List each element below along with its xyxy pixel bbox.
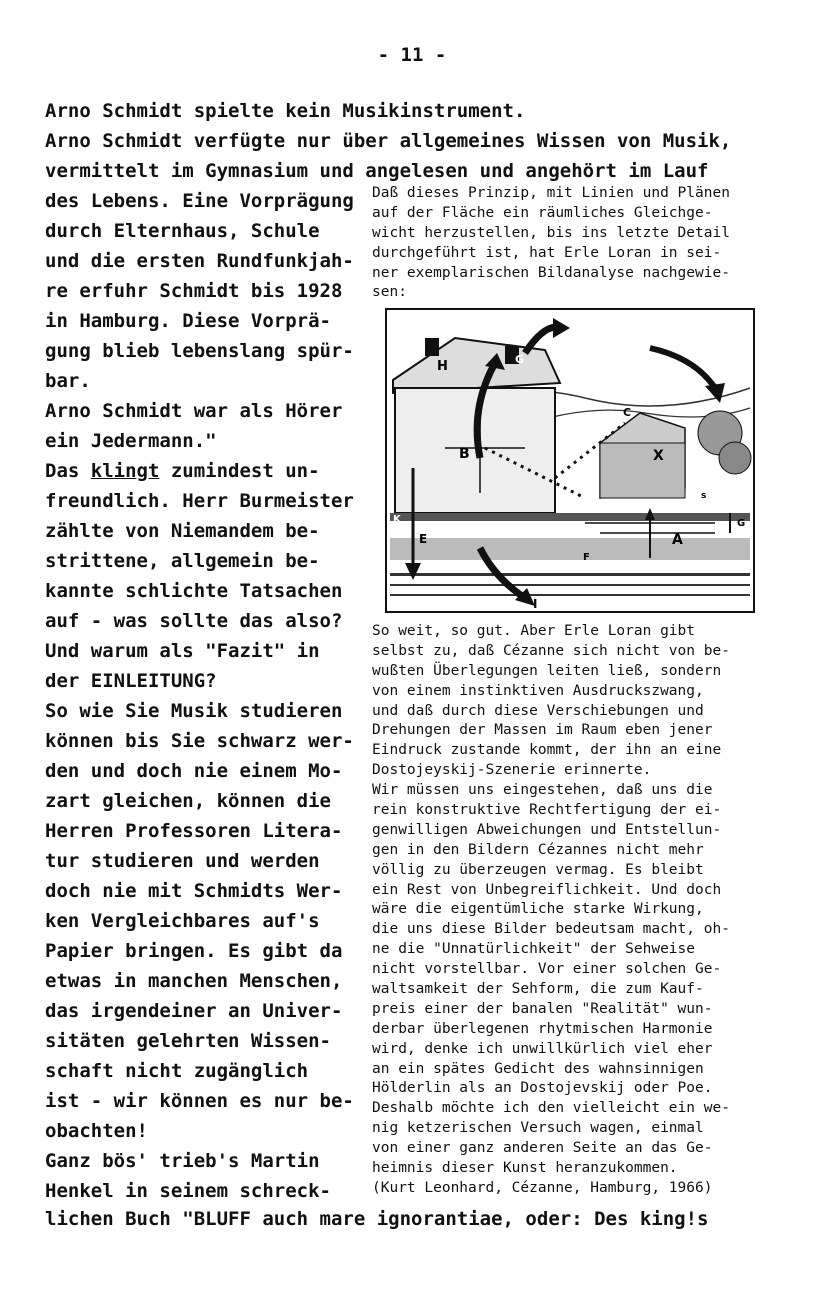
quote-line: völlig zu überzeugen vermag. Es bleibt: [372, 861, 704, 878]
text-line: auf - was sollte das also?: [45, 610, 343, 632]
text-line: des Lebens. Eine Vorprägung: [45, 190, 354, 212]
label-s: s: [701, 491, 707, 501]
quote-line: durchgeführt ist, hat Erle Loran in sei-: [372, 244, 722, 261]
quote-line: von einem instinktiven Ausdruckszwang,: [372, 682, 704, 699]
text-line: kannte schlichte Tatsachen: [45, 580, 343, 602]
quote-line: wußten Überlegungen leiten ließ, sondern: [372, 662, 722, 679]
quote-line: Drehungen der Massen im Raum eben jener: [372, 722, 713, 739]
quote-line: an ein spätes Gedicht des wahnsinnigen: [372, 1060, 704, 1077]
quote-line: sen:: [372, 284, 407, 301]
text-line: ken Vergleichbares auf's: [45, 910, 320, 932]
text-line: Und warum als "Fazit" in: [45, 640, 320, 662]
quote-line: auf der Fläche ein räumliches Gleichge-: [372, 204, 713, 221]
text-line: bar.: [45, 370, 91, 392]
text-line: doch nie mit Schmidts Wer-: [45, 880, 343, 902]
quote-line: derbar überlegenen rhytmischen Harmonie: [372, 1020, 713, 1037]
quote-line: wird, denke ich unwillkürlich viel eher: [372, 1040, 713, 1057]
quote-line: So weit, so gut. Aber Erle Loran gibt: [372, 623, 696, 639]
text-line: strittene, allgemein be-: [45, 550, 320, 572]
quote-line: nicht vorstellbar. Vor einer solchen Ge-: [372, 961, 722, 978]
text-line: das irgendeiner an Univer-: [45, 1000, 343, 1022]
quote-line: Eindruck zustande kommt, der ihn an eine: [372, 742, 722, 759]
text-line: Papier bringen. Es gibt da: [45, 940, 343, 962]
quote-intro: [372, 184, 802, 303]
text-line: können bis Sie schwarz wer-: [45, 730, 354, 752]
label-a: A: [672, 532, 683, 548]
text-line: gung blieb lebenslang spür-: [45, 340, 354, 362]
quote-line: Daß dieses Prinzip, mit Linien und Plänen: [372, 185, 730, 201]
label-h: H: [437, 359, 448, 374]
quote-line: die uns diese Bilder bedeutsam macht, oh-: [372, 921, 730, 938]
quote-line: und daß durch diese Verschiebungen und: [372, 702, 704, 719]
text-line: ein Jedermann.": [45, 430, 217, 452]
label-g-top: G: [515, 353, 525, 366]
quote-line: preis einer der banalen "Realität" wun-: [372, 1000, 713, 1017]
quote-body: [372, 622, 802, 1199]
quote-line: ner exemplarischen Bildanalyse nachgewie-: [372, 264, 730, 281]
text-line: ist - wir können es nur be-: [45, 1090, 354, 1112]
label-b: B: [459, 446, 470, 462]
quote-line: wäre die eigentümliche starke Wirkung,: [372, 901, 704, 918]
quote-line: Deshalb möchte ich den vielleicht ein we-: [372, 1100, 730, 1117]
text-line: in Hamburg. Diese Vorprä-: [45, 310, 331, 332]
text-line: und die ersten Rundfunkjah-: [45, 250, 354, 272]
text-line: obachten!: [45, 1120, 148, 1142]
label-g-right: G: [737, 518, 746, 529]
label-e: E: [419, 532, 428, 546]
quote-line: gen in den Bildern Cézannes nicht mehr: [372, 841, 704, 858]
quote-line: (Kurt Leonhard, Cézanne, Hamburg, 1966): [372, 1179, 713, 1196]
text-line: Henkel in seinem schreck-: [45, 1180, 331, 1202]
text-line: vermittelt im Gymnasium und angelesen und angehört im Lauf: [45, 160, 709, 182]
text-line: zart gleichen, können die: [45, 790, 331, 812]
text-line: freundlich. Herr Burmeister: [45, 490, 354, 512]
quote-line: ein Rest von Unbegreiflichkeit. Und doch: [372, 881, 722, 898]
text-line: Arno Schmidt spielte kein Musikinstrument.: [45, 100, 526, 122]
label-f: F: [583, 552, 590, 563]
text-line: der EINLEITUNG?: [45, 670, 217, 692]
label-c: C: [623, 406, 632, 419]
text-line: etwas in manchen Menschen,: [45, 970, 343, 992]
quote-line: Wir müssen uns eingestehen, daß uns die: [372, 782, 713, 799]
quote-line: nig ketzerischen Versuch wagen, einmal: [372, 1120, 704, 1137]
quote-line: rein konstruktive Rechtfertigung der ei-: [372, 802, 722, 819]
quote-line: heimnis dieser Kunst heranzukommen.: [372, 1160, 678, 1177]
quote-line: Dostojeyskij-Szenerie erinnerte.: [372, 762, 652, 779]
text-line: So wie Sie Musik studieren: [45, 700, 343, 722]
text-line: durch Elternhaus, Schule: [45, 220, 320, 242]
text-line: den und doch nie einem Mo-: [45, 760, 343, 782]
quote-line: von einer ganz anderen Seite an das Ge-: [372, 1140, 713, 1157]
quote-line: genwilligen Abweichungen und Entstellun-: [372, 821, 722, 838]
text-line: Arno Schmidt verfügte nur über allgemeines Wissen von Musik,: [45, 130, 732, 152]
text-line: schaft nicht zugänglich: [45, 1060, 309, 1082]
text-line: Herren Professoren Litera-: [45, 820, 343, 842]
diagram-svg: [385, 308, 755, 613]
quote-line: waltsamkeit der Sehform, die zum Kauf-: [372, 981, 704, 998]
text-line: sitäten gelehrten Wissen-: [45, 1030, 331, 1052]
text-line: Das klingt zumindest un-: [45, 460, 320, 482]
page-number: - 11 -: [377, 44, 447, 66]
text-line-last: lichen Buch "BLUFF auch mare ignorantiae, oder: Des king!s: [45, 1208, 709, 1230]
text-line: zählte von Niemandem be-: [45, 520, 320, 542]
quote-line: selbst zu, daß Cézanne sich nicht von be-: [372, 642, 730, 659]
text-line: Ganz bös' trieb's Martin: [45, 1150, 320, 1172]
label-x: X: [653, 448, 664, 464]
label-k: K: [393, 514, 401, 525]
label-i: I: [533, 597, 538, 611]
cezanne-diagram: [385, 308, 755, 613]
quote-line: wicht herzustellen, bis ins letzte Detail: [372, 224, 730, 241]
text-line: Arno Schmidt war als Hörer: [45, 400, 343, 422]
text-line: re erfuhr Schmidt bis 1928: [45, 280, 343, 302]
quote-line: Hölderlin als an Dostojevskij oder Poe.: [372, 1080, 713, 1097]
quote-line: ne die "Unnatürlichkeit" der Sehweise: [372, 941, 696, 958]
text-line: tur studieren und werden: [45, 850, 320, 872]
